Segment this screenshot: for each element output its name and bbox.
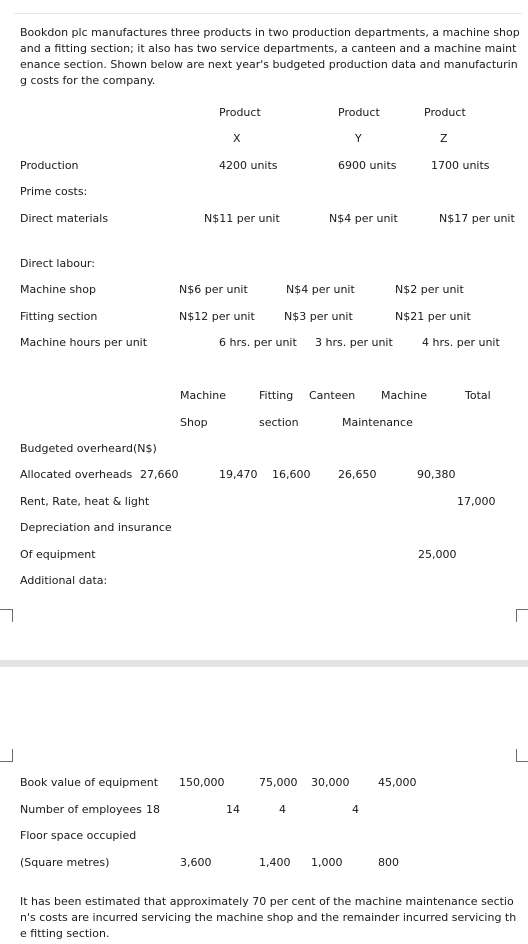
employees-label: Number of employees [20,803,142,816]
allocated-machine-shop: 27,660 [140,468,179,481]
page-corner-mark [516,609,528,622]
direct-materials-x: N$11 per unit [204,212,280,225]
depreciation-label-2: Of equipment [20,548,96,561]
book-value-maintenance: 45,000 [378,776,417,789]
machine-hours-label: Machine hours per unit [20,336,148,349]
production-x: 4200 units [219,159,278,172]
employees-machine-shop: 18 [146,803,160,816]
employees-canteen: 4 [279,803,286,816]
allocated-fitting: 19,470 [219,468,258,481]
header-maintenance-1: Machine [381,389,428,402]
header-machine-shop-1: Machine [180,389,227,402]
page-corner-mark [516,749,528,762]
floor-canteen: 1,000 [311,856,343,869]
machine-hours-x: 6 hrs. per unit [219,336,297,349]
allocated-maintenance: 26,650 [338,468,377,481]
floor-space-label-2: (Square metres) [20,856,110,869]
book-value-machine-shop: 150,000 [179,776,225,789]
machine-shop-x: N$6 per unit [179,283,248,296]
employees-maintenance: 4 [352,803,359,816]
production-label: Production [20,159,79,172]
fitting-section-y: N$3 per unit [284,310,353,323]
allocated-total: 90,380 [417,468,456,481]
header-total: Total [465,389,491,402]
production-y: 6900 units [338,159,397,172]
intro-paragraph: Bookdon plc manufactures three products in two production departments, a machine shop and a fitting section; it also has two service departments, a canteen and a machine maintenance section. Shown below are next year's budgeted production data and manufacturing costs for the company. [20,26,520,87]
allocated-canteen: 16,600 [272,468,311,481]
machine-shop-label: Machine shop [20,283,96,296]
fitting-section-z: N$21 per unit [395,310,471,323]
budgeted-overhead-label: Budgeted overheard(N$) [20,442,157,455]
direct-materials-label: Direct materials [20,212,109,225]
machine-shop-y: N$4 per unit [286,283,355,296]
header-maintenance-2: Maintenance [342,416,413,429]
depreciation-total: 25,000 [418,548,457,561]
allocated-overheads-label: Allocated overheads [20,468,133,481]
fitting-section-label: Fitting section [20,310,98,323]
floor-fitting: 1,400 [259,856,291,869]
floor-machine-shop: 3,600 [180,856,212,869]
header-product-z-word: Product [424,106,466,119]
direct-labour-label: Direct labour: [20,257,95,270]
header-product-x: X [233,132,241,145]
header-product-y-word: Product [338,106,380,119]
machine-hours-y: 3 hrs. per unit [315,336,393,349]
direct-materials-y: N$4 per unit [329,212,398,225]
prime-costs-label: Prime costs: [20,185,88,198]
rent-label: Rent, Rate, heat & light [20,495,150,508]
employees-fitting: 14 [226,803,240,816]
page-break-gap [0,660,528,667]
header-canteen: Canteen [309,389,356,402]
closing-paragraph: It has been estimated that approximately 70 per cent of the machine maintenance section's costs are incurred servicing the machine shop and the remainder incurred servicing the fitting section. [20,895,517,940]
floor-space-label-1: Floor space occupied [20,829,137,842]
rent-total: 17,000 [457,495,496,508]
production-z: 1700 units [431,159,490,172]
page-corner-mark [0,609,13,622]
machine-shop-z: N$2 per unit [395,283,464,296]
book-value-fitting: 75,000 [259,776,298,789]
page-corner-mark [0,749,13,762]
top-divider [14,13,522,14]
book-value-label: Book value of equipment [20,776,159,789]
header-fitting-2: section [259,416,299,429]
header-fitting-1: Fitting [259,389,294,402]
header-product-x-word: Product [219,106,261,119]
book-value-canteen: 30,000 [311,776,350,789]
header-machine-shop-2: Shop [180,416,208,429]
direct-materials-z: N$17 per unit [439,212,515,225]
header-product-y: Y [355,132,362,145]
depreciation-label-1: Depreciation and insurance [20,521,172,534]
fitting-section-x: N$12 per unit [179,310,255,323]
header-product-z: Z [440,132,448,145]
machine-hours-z: 4 hrs. per unit [422,336,500,349]
additional-data-label: Additional data: [20,574,108,587]
floor-maintenance: 800 [378,856,399,869]
